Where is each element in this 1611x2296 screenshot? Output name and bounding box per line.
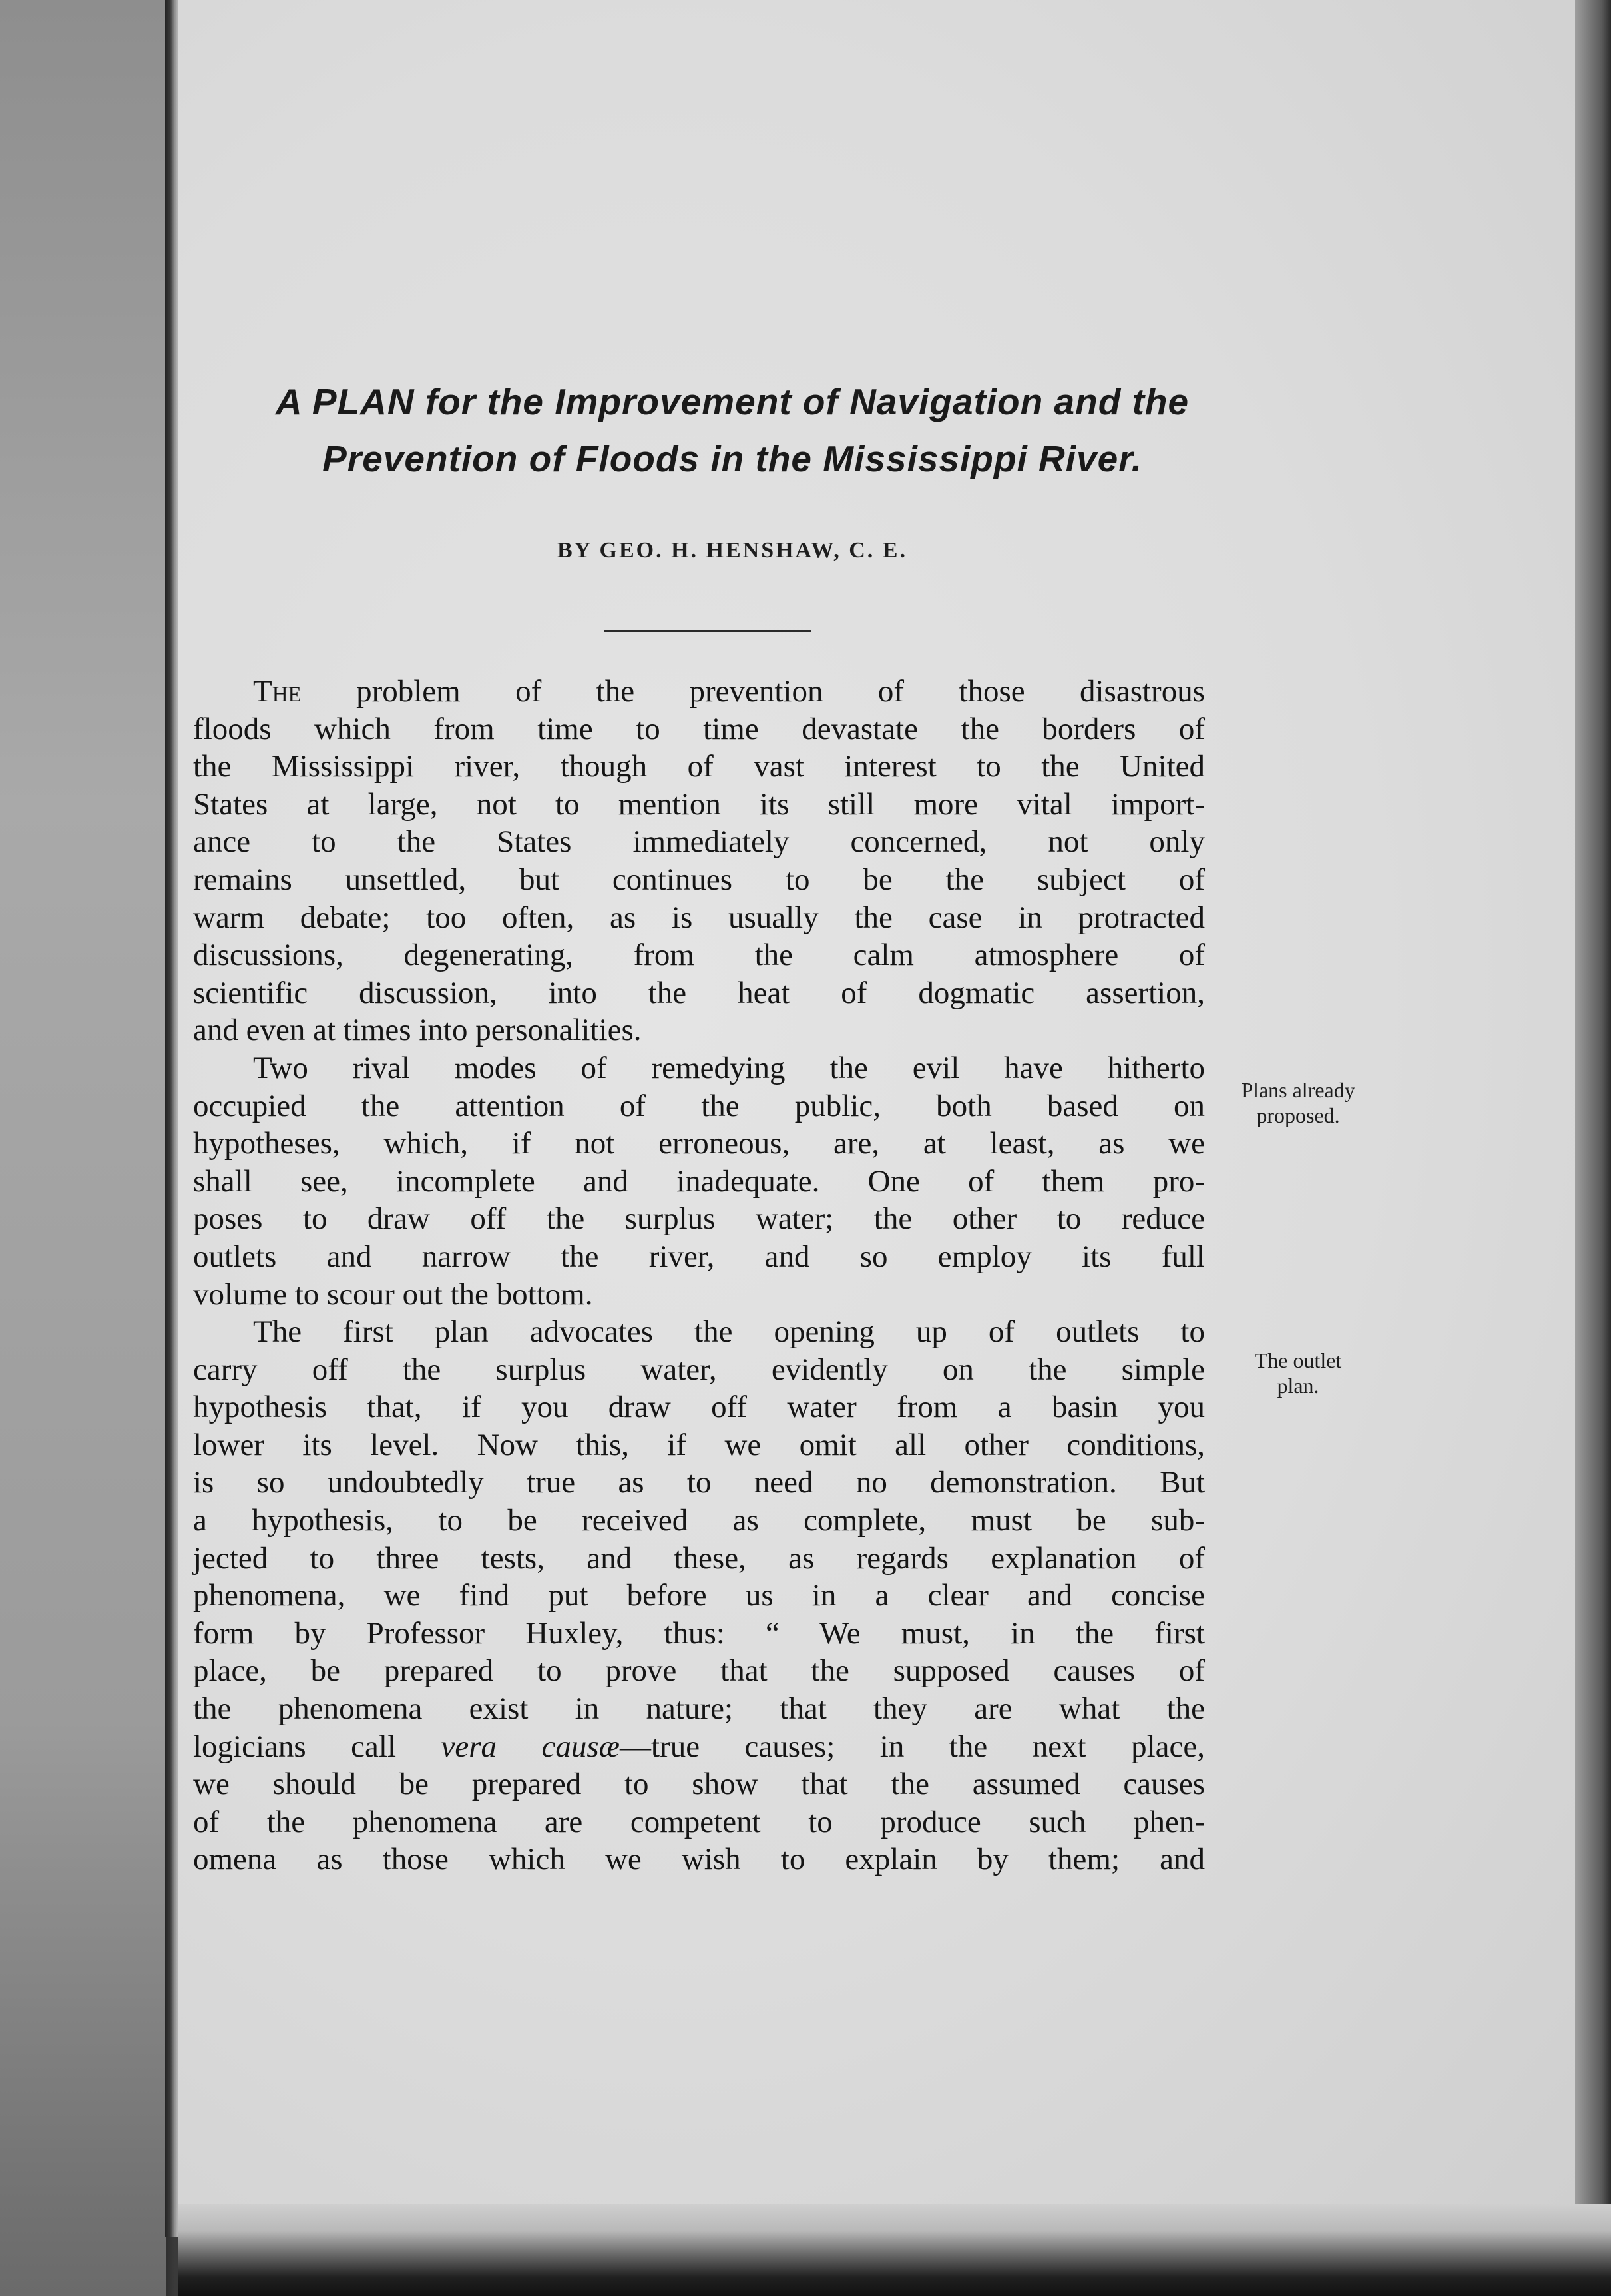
opening-word: The: [253, 674, 302, 709]
body-line: discussions, degenerating, from the calm atmosphere of: [193, 938, 1205, 973]
body-line: warm debate; too often, as is usually the case in protracted: [193, 900, 1205, 935]
adjacent-page-strip: [0, 0, 166, 2296]
body-line: scientific discussion, into the heat of dogmatic assertion,: [193, 975, 1205, 1010]
divider-rule: [604, 630, 811, 632]
body-line: we should be prepared to show that the assumed causes: [193, 1767, 1205, 1802]
title-line-2: Prevention of Floods in the Mississippi River.: [322, 438, 1142, 479]
body-line: hypothesis that, if you draw off water from a basin you: [193, 1390, 1205, 1425]
body-line: Two rival modes of remedying the evil have hitherto: [253, 1050, 1205, 1085]
scan-bottom-edge: [178, 2204, 1611, 2296]
body-line: logicians call vera causæ—true causes; in the next place,: [193, 1729, 1205, 1764]
sidenote-plans-proposed: Plans already proposed.: [1241, 1078, 1355, 1127]
author-byline: BY GEO. H. HENSHAW, C. E.: [557, 538, 907, 563]
article-body: [193, 673, 1205, 1878]
body-line: the phenomena exist in nature; that they are what the: [193, 1691, 1205, 1727]
body-line: carry off the surplus water, evidently on the simple: [193, 1352, 1205, 1387]
body-line: a hypothesis, to be received as complete, must be sub-: [193, 1503, 1205, 1538]
page-binding-edge: [165, 0, 178, 2237]
page-right-edge: [1575, 0, 1611, 2296]
body-line: outlets and narrow the river, and so employ its full: [193, 1239, 1205, 1274]
body-line: lower its level. Now this, if we omit all other conditions,: [193, 1427, 1205, 1462]
sidenote-outlet-plan: The outlet plan.: [1254, 1348, 1342, 1398]
article-title: [200, 373, 1265, 487]
body-line: The problem of the prevention of those disastrous: [253, 674, 1205, 709]
body-line: omena as those which we wish to explain by them; and: [193, 1842, 1205, 1877]
latin-term: vera causæ: [441, 1729, 620, 1764]
body-line: occupied the attention of the public, both based on: [193, 1088, 1205, 1123]
body-line: of the phenomena are competent to produce such phen-: [193, 1804, 1205, 1839]
body-line: poses to draw off the surplus water; the other to reduce: [193, 1201, 1205, 1237]
body-line: hypotheses, which, if not erroneous, are, at least, as we: [193, 1126, 1205, 1161]
body-line: phenomena, we find put before us in a clear and concise: [193, 1578, 1205, 1613]
title-line-1: A PLAN for the Improvement of Navigation and the: [275, 381, 1190, 422]
body-line: jected to three tests, and these, as regards explanation of: [193, 1540, 1205, 1576]
body-line: The first plan advocates the opening up of outlets to: [253, 1314, 1205, 1350]
body-line: States at large, not to mention its still more vital import-: [193, 786, 1205, 822]
body-line: and even at times into personalities.: [193, 1013, 642, 1048]
body-line: remains unsettled, but continues to be the subject of: [193, 862, 1205, 897]
body-line: volume to scour out the bottom.: [193, 1277, 593, 1312]
body-line: ance to the States immediately concerned, not only: [193, 824, 1205, 860]
body-line: place, be prepared to prove that the supposed causes of: [193, 1653, 1205, 1689]
body-line: the Mississippi river, though of vast interest to the United: [193, 749, 1205, 784]
body-line: form by Professor Huxley, thus: “ We must, in the first: [193, 1615, 1205, 1651]
body-line: shall see, incomplete and inadequate. One of them pro-: [193, 1163, 1205, 1199]
body-line: is so undoubtedly true as to need no demonstration. But: [193, 1465, 1205, 1500]
body-line: floods which from time to time devastate the borders of: [193, 711, 1205, 746]
